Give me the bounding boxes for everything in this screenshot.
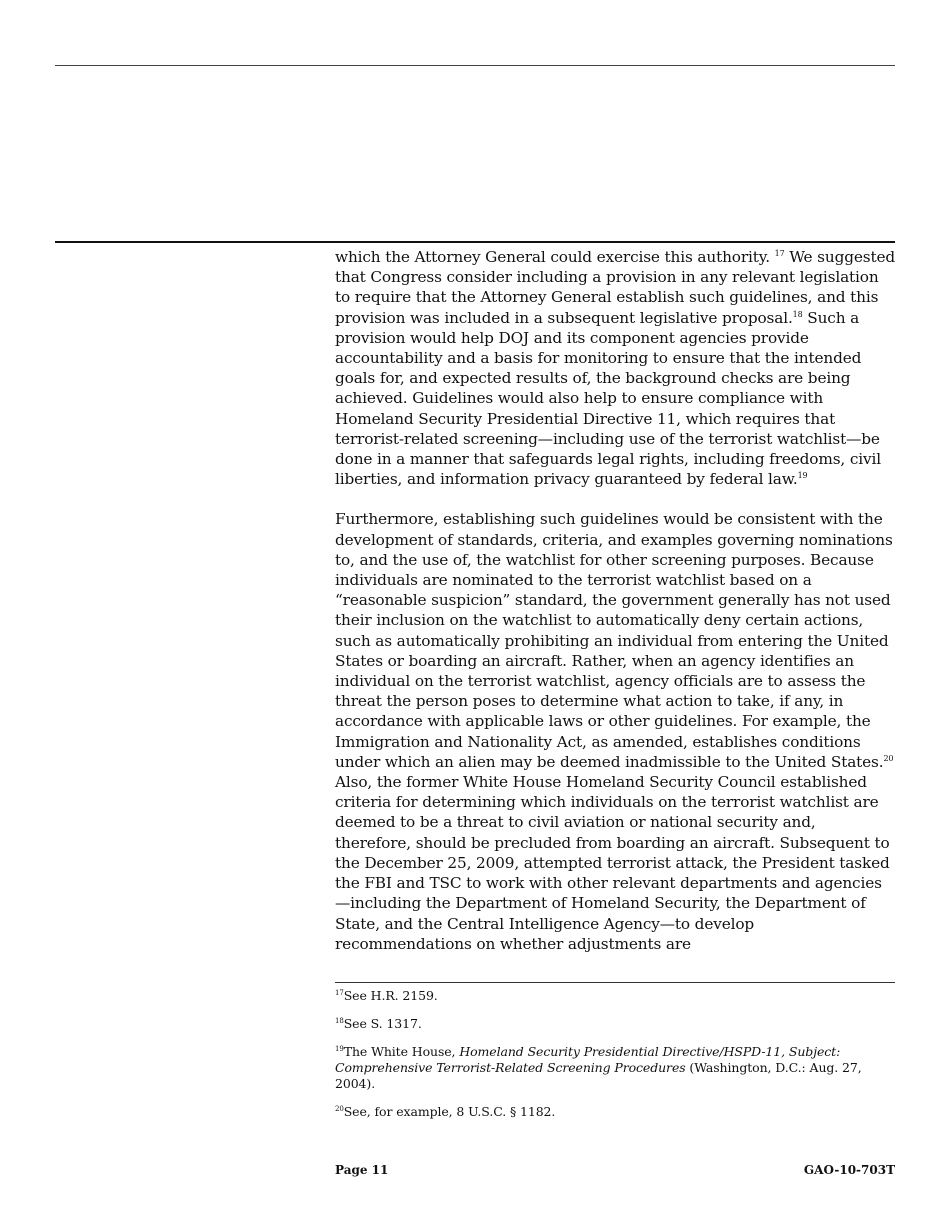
page-number: Page 11 [335, 1163, 389, 1177]
paragraph-text: We suggested that Congress consider including a provision in any relevant legislation to require that the Attorney General establish such guidelines, and this provision was included in a subsequent legislative proposal. [335, 248, 895, 327]
footnote-text: See H.R. 2159. [343, 988, 438, 1003]
paragraph-text: Furthermore, establishing such guidelines would be consistent with the development of standards, criteria, and examples governing nominations to, and the use of, the watchlist for other screening purposes. Because individuals are nominated to the terrorist watchlist based on a “reasonable suspicion” standard, the government generally has not used their inclusion on the watchlist to automatically deny certain actions, such as automatically prohibiting an individual from entering the United States or boarding an aircraft. Rather, when an agency identifies an individual on the terrorist watchlist, agency officials are to assess the threat the person poses to determine what action to take, if any, in accordance with applicable laws or other guidelines. For example, the Immigration and Nationality Act, as amended, establishes conditions under which an alien may be deemed inadmissible to the United States. [335, 510, 893, 771]
paragraph-2 [335, 509, 895, 953]
section-rule [55, 241, 895, 243]
footnote-ref-20[interactable]: 20 [883, 753, 894, 763]
footnote-19 [335, 1044, 895, 1092]
footnote-ref-17[interactable]: 17 [774, 248, 785, 258]
footnote-number: 17 [335, 988, 344, 997]
footnotes [335, 988, 895, 1132]
footnote-number: 19 [335, 1044, 344, 1053]
footnote-18 [335, 1016, 895, 1032]
footnote-text: See, for example, 8 U.S.C. § 1182. [343, 1104, 556, 1119]
paragraph-text: Such a provision would help DOJ and its component agencies provide accountability and a basis for monitoring to ensure that the intended goals for, and expected results of, the background checks are being achieved. Guidelines would also help to ensure compliance with Homeland Security Presidential Directive 11, which requires that terrorist-related screening—including use of the terrorist watchlist—be done in a manner that safeguards legal rights, including freedoms, civil liberties, and information privacy guaranteed by federal law. [335, 308, 881, 489]
footnote-text: See S. 1317. [343, 1016, 422, 1031]
paragraph-text: which the Attorney General could exercise this authority. [335, 248, 770, 266]
footnote-ref-19[interactable]: 19 [797, 471, 808, 481]
footnote-citation-title: Homeland Security Presidential Directive/HSPD-11, Subject: Comprehensive Terrorist-Related Screening Procedures [335, 1044, 841, 1075]
report-number: GAO-10-703T [803, 1163, 895, 1177]
footnote-text: The White House, [343, 1044, 460, 1059]
paragraph-text: Also, the former White House Homeland Security Council established criteria for determining which individuals on the terrorist watchlist are deemed to be a threat to civil aviation or national security and, therefore, should be precluded from boarding an aircraft. Subsequent to the December 25, 2009, attempted terrorist attack, the President tasked the FBI and TSC to work with other relevant departments and agencies—including the Department of Homeland Security, the Department of State, and the Central Intelligence Agency—to develop recommendations on whether adjustments are [335, 773, 890, 953]
footnote-20 [335, 1104, 895, 1120]
footnote-number: 20 [335, 1104, 344, 1113]
footnote-text: (Washington, D.C.: Aug. 27, 2004). [335, 1060, 862, 1091]
paragraph-1 [335, 247, 895, 489]
footnote-ref-18[interactable]: 18 [792, 309, 803, 319]
header-rule [55, 65, 895, 66]
footnote-rule [335, 982, 895, 983]
footnote-17 [335, 988, 895, 1004]
body-text [335, 247, 895, 954]
footnote-number: 18 [335, 1016, 344, 1025]
